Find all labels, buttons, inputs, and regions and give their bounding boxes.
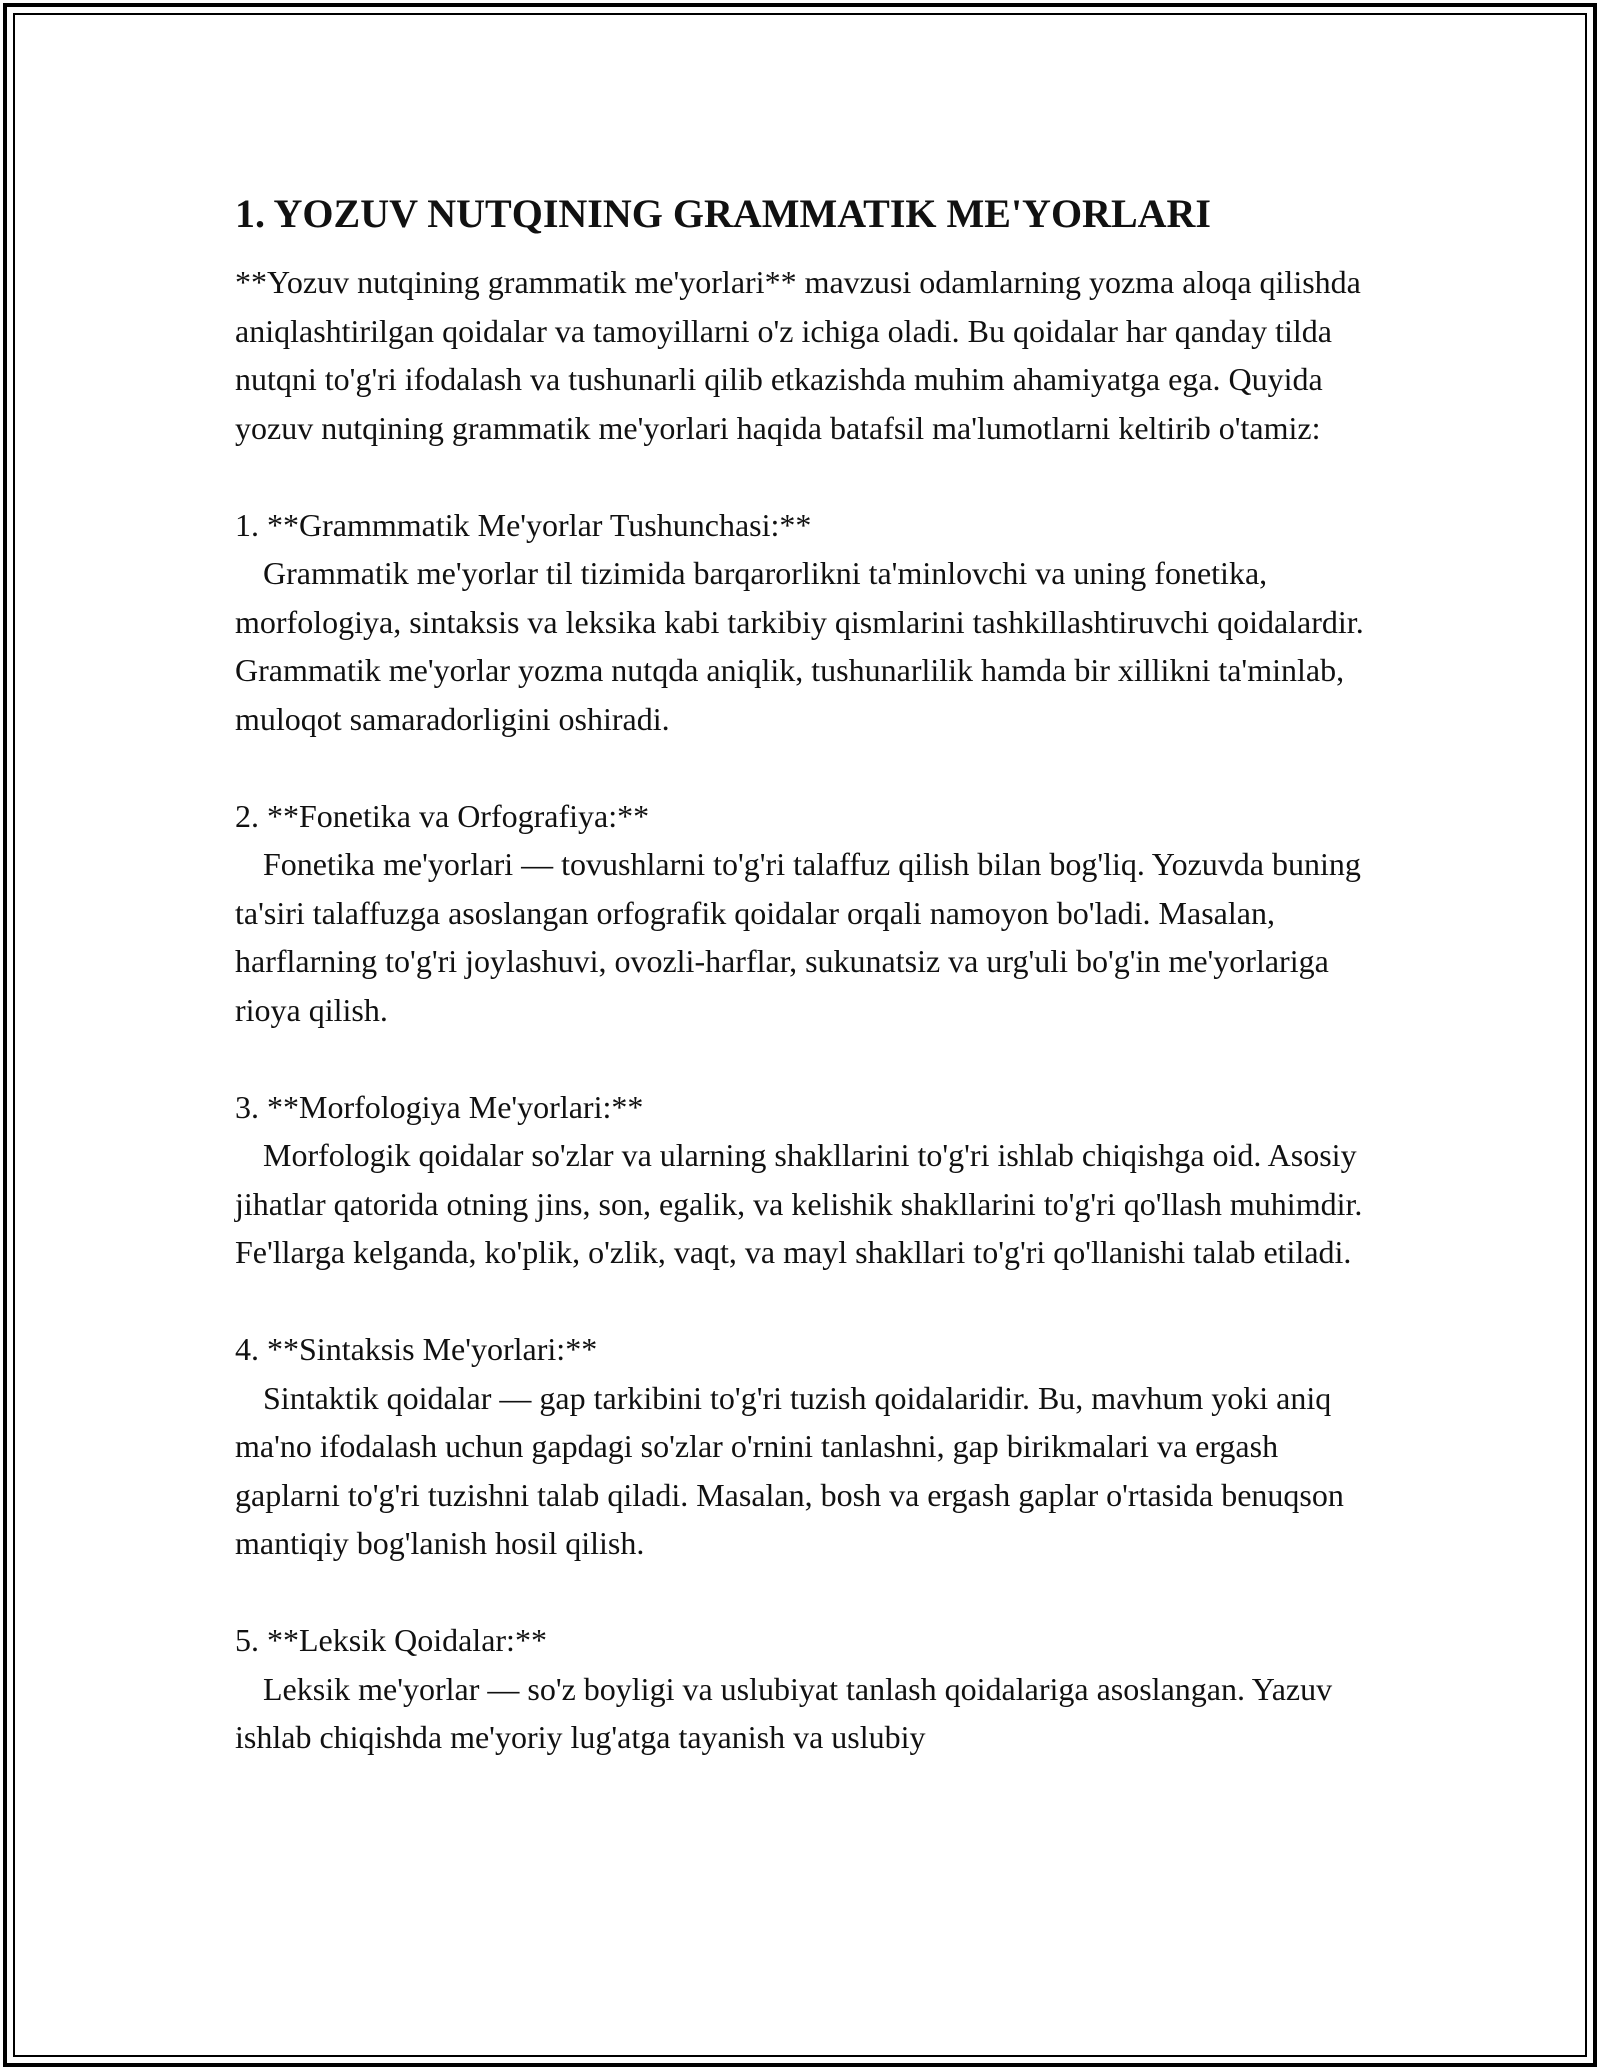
section-body: Grammatik me'yorlar til tizimida barqarorlikni ta'minlovchi va uning fonetika, morfologiya, sintaksis va leksika kabi tarkibiy qismlarini tashkillashtiruvchi qoidalardir. Grammatik me'yorlar yozma nutqda aniqlik, tushunarlilik hamda bir xillikni ta'minlab, muloqot samaradorligini oshiradi. <box>235 555 1364 737</box>
section-grammatik-meyorlar <box>235 501 1375 744</box>
section-title: 4. **Sintaksis Me'yorlari:** <box>235 1331 598 1367</box>
paragraph-spacer <box>235 1277 1375 1326</box>
paragraph-spacer <box>235 452 1375 501</box>
section-title: 1. **Grammmatik Me'yorlar Tushunchasi:** <box>235 506 812 543</box>
section-body: Fonetika me'yorlari — tovushlarni to'g'ri talaffuz qilish bilan bog'liq. Yozuvda buning ta'siri talaffuzga asoslangan orfografik qoidalar orqali namoyon bo'ladi. Masalan, harflarning to'g'ri joylashuvi, ovozli-harflar, sukunatsiz va urg'uli bo'g'in me'yorlariga rioya qilish. <box>235 846 1361 1028</box>
section-leksik-qoidalar <box>235 1616 1375 1762</box>
section-title: 3. **Morfologiya Me'yorlari:** <box>235 1088 644 1125</box>
paragraph-spacer <box>235 743 1375 792</box>
section-fonetika-orfografiya <box>235 792 1375 1035</box>
section-body: Morfologik qoidalar so'zlar va ularning shakllarini to'g'ri ishlab chiqishga oid. Asosiy jihatlar qatorida otning jins, son, egalik, va kelishik shakllarini to'g'ri qo'llash muhimdir. Fe'llarga kelganda, ko'plik, o'zlik, vaqt, va mayl shakllari to'g'ri qo'llanishi talab etiladi. <box>235 1137 1363 1270</box>
intro-paragraph: **Yozuv nutqining grammatik me'yorlari** mavzusi odamlarning yozma aloqa qilishda aniqlashtirilgan qoidalar va tamoyillarni o'z ichiga oladi. Bu qoidalar har qanday tilda nutqni to'g'ri ifodalash va tushunarli qilib etkazishda muhim ahamiyatga ega. Quyida yozuv nutqining grammatik me'yorlari haqida batafsil ma'lumotlarni keltirib o'tamiz: <box>235 264 1369 446</box>
paragraph-spacer <box>235 1568 1375 1617</box>
section-morfologiya <box>235 1083 1375 1277</box>
section-sintaksis <box>235 1325 1375 1568</box>
section-body: Leksik me'yorlar — so'z boyligi va uslubiyat tanlash qoidalariga asoslangan. Yazuv ishlab chiqishda me'yoriy lug'atga tayanish va uslubiy <box>235 1670 1333 1755</box>
page-title: 1. YOZUV NUTQINING GRAMMATIK ME'YORLARI <box>235 191 1211 236</box>
paragraph-spacer <box>235 1034 1375 1083</box>
document-content <box>235 188 1375 1762</box>
section-body: Sintaktik qoidalar — gap tarkibini to'g'ri tuzish qoidalaridir. Bu, mavhum yoki aniq ma'no ifodalash uchun gapdagi so'zlar o'rnini tanlashni, gap birikmalari va ergash gaplarni to'g'ri tuzishni talab qiladi. Masalan, bosh va ergash gaplar o'rtasida benuqson mantiqiy bog'lanish hosil qilish. <box>235 1379 1344 1561</box>
section-title: 5. **Leksik Qoidalar:** <box>235 1622 547 1658</box>
section-title: 2. **Fonetika va Orfografiya:** <box>235 797 650 834</box>
